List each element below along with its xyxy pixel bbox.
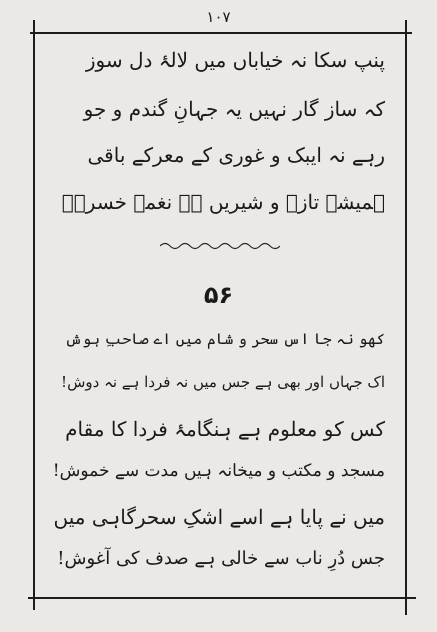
frame-right-line <box>405 20 407 615</box>
lower-verse-line-1: کھو نہ جا اس سحر و شام میں اے صاحبِ ہوش <box>64 330 385 348</box>
lower-verse-line-6: جس دُرِ ناب سے خالی ہے صدف کی آغوش! <box>57 548 385 569</box>
frame-top-line <box>30 32 412 34</box>
upper-verse-line-4: ہمیشہ تازہ و شیریں ہے نغمۂ خسروؔ <box>61 190 385 214</box>
upper-verse-line-2: کہ ساز گار نہیں یہ جہانِ گندم و جو <box>83 97 385 121</box>
lower-verse-line-2: اک جہاں اور بھی ہے جس میں نہ فردا ہے نہ دوش! <box>61 373 385 391</box>
upper-verse-line-3: رہے نہ ایبک و غوری کے معرکے باقی <box>87 143 385 167</box>
lower-verse-line-5: میں نے پایا ہے اسے اشکِ سحرگاہی میں <box>53 505 385 529</box>
upper-verse-line-1: پنپ سکا نہ خیاباں میں لالۂ دل سوز <box>85 48 385 72</box>
poem-number: ۵۶ <box>203 281 234 309</box>
wavy-divider <box>160 240 280 252</box>
lower-verse-line-3: کس کو معلوم ہے ہنگامۂ فردا کا مقام <box>65 417 385 441</box>
lower-verse-line-4: مسجد و مکتب و میخانہ ہیں مدت سے خموش! <box>52 461 385 481</box>
frame-left-line <box>33 20 35 610</box>
frame-bottom-line <box>28 597 416 599</box>
page-number: ۱۰۷ <box>206 8 231 26</box>
